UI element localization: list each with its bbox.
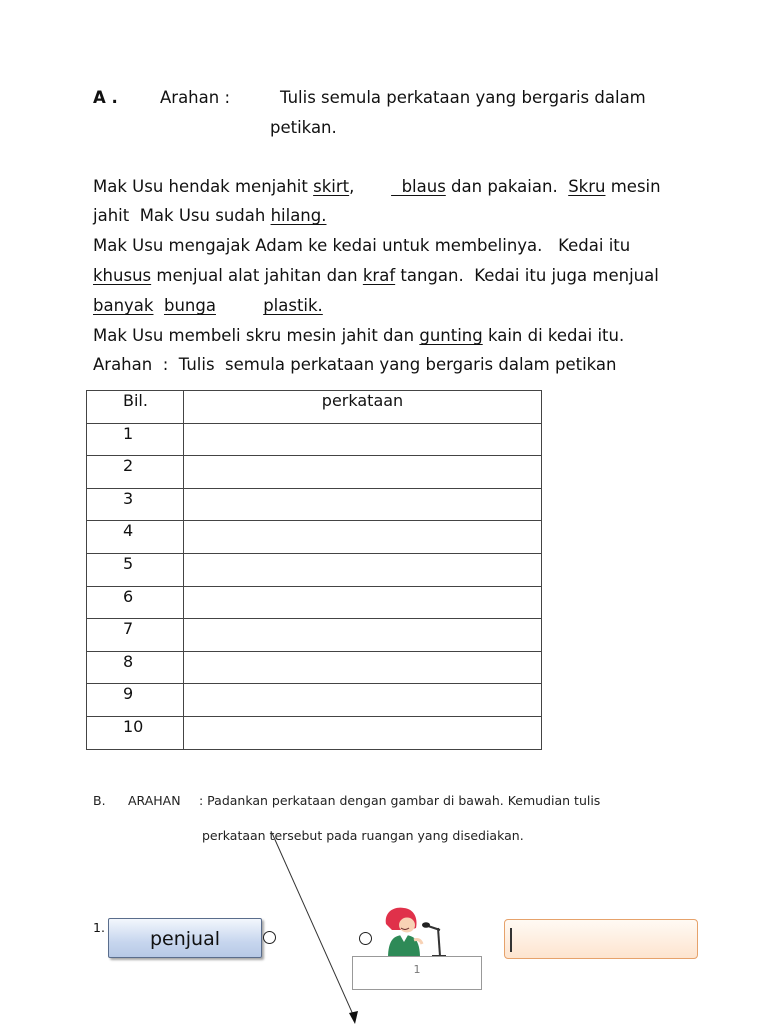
text-cursor	[510, 928, 512, 952]
row-number: 6	[87, 586, 184, 619]
underlined-word: skirt	[313, 177, 350, 196]
underlined-word: bunga	[163, 296, 216, 315]
underlined-word: banyak	[93, 296, 154, 315]
speaker-at-podium-icon	[380, 906, 452, 958]
section-a-instruction-line2: petikan.	[270, 118, 337, 137]
passage-line-2: jahit Mak Usu sudah hilang.	[93, 206, 327, 225]
underlined-word: Skru	[568, 177, 606, 196]
row-number: 8	[87, 651, 184, 684]
row-number: 5	[87, 553, 184, 586]
connector-circle-picture[interactable]	[359, 932, 372, 945]
row-number: 1	[87, 423, 184, 456]
underlined-word: khusus	[93, 266, 152, 285]
passage-line-4: khusus menjual alat jahitan dan kraf tangan. Kedai itu juga menjual	[93, 266, 659, 285]
section-a-label: A .	[93, 88, 118, 107]
underlined-word: hilang.	[270, 206, 327, 225]
passage-line-6: Mak Usu membeli skru mesin jahit dan gunting kain di kedai itu.	[93, 326, 625, 345]
word-button-penjual[interactable]: penjual	[108, 918, 262, 958]
row-number: 3	[87, 488, 184, 521]
row-number: 9	[87, 684, 184, 717]
column-header-perkataan: perkataan	[184, 391, 542, 424]
underlined-word: plastik.	[263, 296, 323, 315]
underlined-word: kraf	[362, 266, 396, 285]
section-a-arahan-label: Arahan :	[160, 88, 231, 107]
answer-input-field[interactable]	[504, 919, 698, 959]
underlined-word: gunting	[419, 326, 483, 345]
section-b-label: B.	[93, 793, 106, 808]
row-number: 10	[87, 716, 184, 749]
section-b-arahan-label: ARAHAN	[128, 793, 181, 808]
section-b-instruction-line2: perkataan tersebut pada ruangan yang disediakan.	[202, 828, 524, 843]
passage-line-3: Mak Usu mengajak Adam ke kedai untuk membelinya. Kedai itu	[93, 236, 631, 255]
section-a-instruction-line1: Tulis semula perkataan yang bergaris dalam	[280, 88, 646, 107]
column-header-bil: Bil.	[87, 391, 184, 424]
row-number: 2	[87, 456, 184, 489]
passage-line-1: Mak Usu hendak menjahit skirt, blaus dan pakaian. Skru mesin	[93, 177, 661, 196]
underlined-word: blaus	[391, 177, 446, 196]
connector-circle-word[interactable]	[263, 931, 276, 944]
item-number: 1.	[93, 920, 105, 935]
row-number: 7	[87, 619, 184, 652]
answer-box[interactable]: 1	[352, 956, 482, 990]
row-number: 4	[87, 521, 184, 554]
passage-line-7: Arahan : Tulis semula perkataan yang bergaris dalam petikan	[93, 355, 617, 374]
section-b-instruction-line1: : Padankan perkataan dengan gambar di bawah. Kemudian tulis	[199, 793, 601, 808]
